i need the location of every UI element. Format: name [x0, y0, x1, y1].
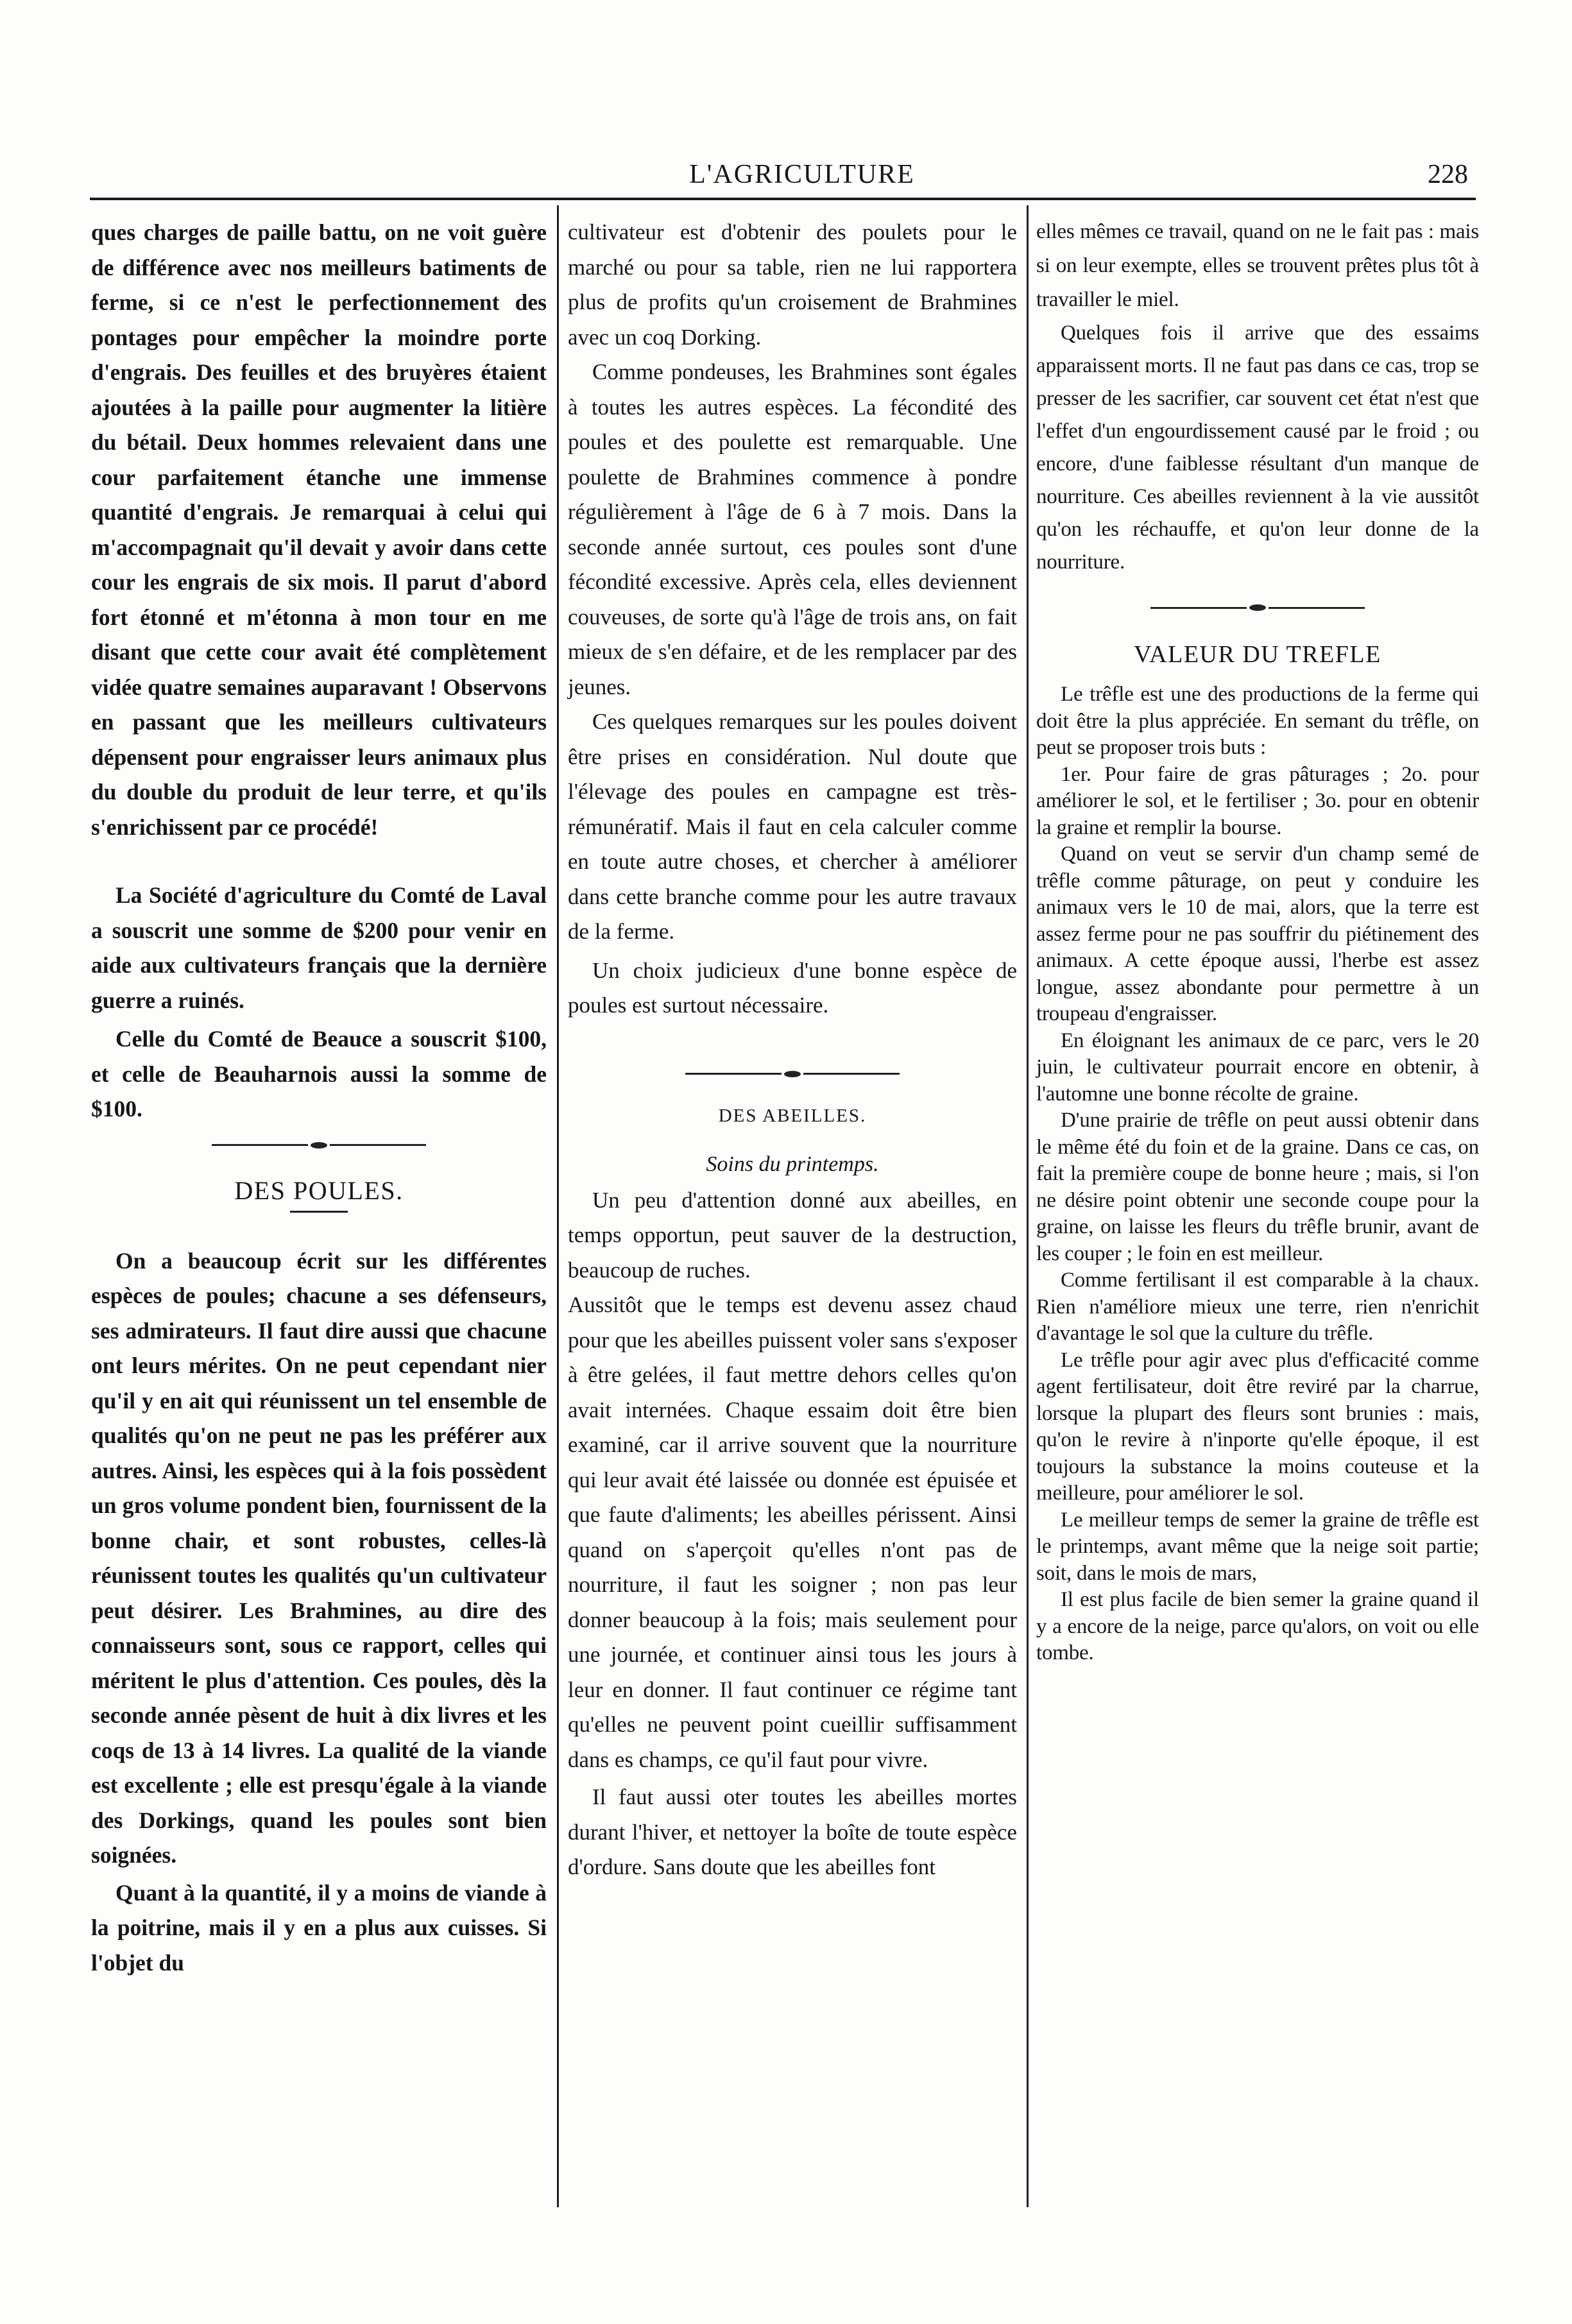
ornament-divider — [1036, 602, 1479, 613]
header-rule — [90, 198, 1476, 200]
paragraph-paturage: Quand on veut se servir d'un champ semé de trêfle comme pâturage, on peut y conduire les animaux vers le 10 de mai, alors, que la terre est assez ferme pour ne pas souffrir du piétinement des animaux. A cette époque aussi, l'herbe est assez longue, assez abondante pour permettre à un troupeau d'engraisser. — [1036, 842, 1479, 1025]
paragraph-trefle-intro: Le trêfle est une des productions de la ferme qui doit être la plus appréciée. En semant du trêfle, on peut se proposer trois buts : — [1036, 683, 1479, 759]
paragraph-poules: On a beaucoup écrit sur les différentes espèces de poules; chacune a ses défenseurs, ses admirateurs. Il faut dire aussi que chacune ont leurs mérites. On ne peut cependant nier qu'il y en ait qui réunissent un tel ensemble de qualités qu'on ne peut ne pas les préférer aux autres. Ainsi, les espèces qui à la fois possèdent un gros volume pondent bien, fournissent de la bonne chair, et sont robustes, celles-là réunissent toutes les qualités qu'un cultivateur peut désirer. Les Brahmines, au dire des connaisseurs sont, sous ce rapport, celles qui méritent le plus d'attention. Ces poules, dès la seconde année pèsent de huit à dix livres et les coqs de 13 à 14 livres. La qualité de la viande est excellente ; elle est presqu'égale à la viande des Dorkings, quand les poules sont bien soignées. — [91, 1247, 547, 1868]
paragraph-societe-laval: La Société d'agriculture du Comté de Laval a souscrit une somme de $200 pour venir en aide aux cultivateurs français que la dernière guerre a ruinés. — [91, 882, 547, 1013]
paragraph-travail: elles mêmes ce travail, quand on ne le fait pas : mais si on leur exempte, elles se trouvent prêtes plus tôt à travailler le miel. — [1036, 220, 1479, 311]
column-divider-right — [1027, 205, 1029, 2207]
paragraph-eloignant: En éloignant les animaux de ce parc, vers le 20 juin, le cultivateur pourrait encore en obtenir, à l'automne une bonne récolte de graine. — [1036, 1029, 1479, 1106]
page-header — [90, 154, 1476, 199]
paragraph-quantite: Quant à la quantité, il y a moins de viande à la poitrine, mais il y en a plus aux cuisses. Si l'objet du — [91, 1879, 547, 1976]
paragraph-choix: Un choix judicieux d'une bonne espèce de poules est surtout nécessaire. — [568, 957, 1017, 1018]
paragraph-aussitot: Aussitôt que le temps est devenu assez chaud pour que les abeilles puissent voler sans s'exposer à être gelées, il faut mettre dehors celles qu'on avait internées. Chaque essaim doit être bien examiné, car il arrive souvent que la nourriture qui leur avait été laissée ou donnée est épuisée et que faute d'aliments; les abeilles périssent. Ainsi quand on s'aperçoit qu'elles n'ont pas de nourriture, il faut les soigner ; non pas leur donner beaucoup à la fois; mais seulement pour une journée, et continuer ainsi tous les jours à leur en donner. Il faut continuer ce régime tant qu'elles ne peuvent point cueillir suffisamment dans es champs, ce qu'il faut pour vivre. — [568, 1292, 1017, 1772]
paragraph-attention: Un peu d'attention donné aux abeilles, en temps opportun, peut sauver de la destruction, beaucoup de ruches. — [568, 1187, 1017, 1283]
page-number: 228 — [1428, 160, 1468, 189]
paragraph-beauce: Celle du Comté de Beauce a souscrit $100, et celle de Beauharnois aussi la somme de $100. — [91, 1026, 547, 1122]
ornament-divider — [91, 1140, 547, 1151]
paragraph-essaims: Quelques fois il arrive que des essaims apparaissent morts. Il ne faut pas dans ce cas, trop se presser de les sacrifier, car souvent cet état n'est que l'effet d'un engourdissement causé par le froid ; ou encore, d'une faiblesse résultant d'un manque de nourriture. Ces abeilles reviennent à la vie aussitôt qu'on les réchauffe, et qu'on leur donne de la nourriture. — [1036, 321, 1479, 574]
paragraph-engrais: ques charges de paille battu, on ne voit guère de différence avec nos meilleurs batiments de ferme, si ce n'est le perfectionnement des pontages pour empêcher la moindre porte d'engrais. Des feuilles et des bruyères étaient ajoutées à la paille pour augmenter la litière du bétail. Deux hommes relevaient dans une cour parfaitement étanche une immense quantité d'engrais. Je remarquai à celui qui m'accompagnait qu'il devait y avoir dans cette cour les engrais de six mois. Il parut d'abord fort étonné et m'étonna à mon tour en me disant que cette cour avait été complètement vidée quatre semaines auparavant ! Observons en passant que les meilleurs cultivateurs dépensent pour engraisser leurs animaux plus du double du produit de leur terre, et qu'ils s'enrichissent par ce procédé! — [91, 219, 547, 840]
paragraph-cultivateur: cultivateur est d'obtenir des poulets pour le marché ou pour sa table, rien ne lui rapportera plus de profits qu'un croisement de Brahmines avec un coq Dorking. — [568, 219, 1017, 350]
paragraph-neige: Il est plus facile de bien semer la graine quand il y a encore de la neige, parce qu'alors, on voit ou elle tombe. — [1036, 1588, 1479, 1664]
paragraph-buts: 1er. Pour faire de gras pâturages ; 2o. pour améliorer le sol, et le fertiliser ; 3o. pour en obtenir la graine et remplir la bourse. — [1036, 762, 1479, 839]
running-title: L'AGRICULTURE — [689, 160, 915, 189]
subtitle-printemps: Soins du printemps. — [706, 1152, 879, 1176]
paragraph-fertilisant: Comme fertilisant il est comparable à la chaux. Rien n'améliore mieux une terre, rien n'enrichit d'avantage le sol que la culture du trêfle. — [1036, 1269, 1479, 1345]
ornament-divider — [568, 1068, 1017, 1080]
paragraph-pondeuses: Comme pondeuses, les Brahmines sont égales à toutes les autres espèces. La fécondité des poules et des poulette est remarquable. Une poulette de Brahmines commence à pondre régulièrement à l'âge de 6 à 7 mois. Dans la seconde année surtout, ces poules sont d'une fécondité excessive. Après cela, elles deviennent couveuses, de sorte qu'à l'âge de trois ans, on fait mieux de s'en défaire, et de les remplacer par des jeunes. — [568, 359, 1017, 699]
section-title-poules: DES POULES. — [234, 1175, 404, 1205]
column-1 — [91, 215, 547, 1980]
paragraph-prairie: D'une prairie de trêfle on peut aussi obtenir dans le même été du foin et de la graine. Dans ce cas, on fait la première coupe de bonne heure ; mais, si l'on ne désire point obtenir une seconde coupe pour la graine, on laisse les fleurs du trêfle brunir, avant de les couper ; le foin en est meilleur. — [1036, 1109, 1479, 1265]
section-title-trefle: VALEUR DU TREFLE — [1134, 641, 1381, 668]
column-3 — [1036, 215, 1479, 1667]
column-2 — [568, 215, 1017, 1885]
paragraph-oter: Il faut aussi oter toutes les abeilles mortes durant l'hiver, et nettoyer la boîte de toute espèce d'ordure. Sans doute que les abeilles font — [568, 1784, 1017, 1879]
paragraph-agent: Le trêfle pour agir avec plus d'efficacité comme agent fertilisateur, doit être reviré par la charrue, lorsque la plupart des fleurs sont brunies : mais, qu'on le revire à n'inporte qu'elle époque, il est toujours la substance la moins couteuse et la meilleure, pour améliorer le sol. — [1036, 1348, 1479, 1505]
column-divider-left — [557, 205, 559, 2207]
paragraph-remarques: Ces quelques remarques sur les poules doivent être prises en considération. Nul doute que l'élevage des poules en campagne est très-rémunératif. Mais il faut en cela calculer comme en toute autre choses, et chercher à améliorer dans cette branche comme pour les autre travaux de la ferme. — [568, 709, 1017, 944]
paragraph-semer: Le meilleur temps de semer la graine de trêfle est le printemps, avant même que la neige soit partie; soit, dans le mois de mars, — [1036, 1508, 1479, 1585]
section-title-abeilles: DES ABEILLES. — [718, 1105, 867, 1126]
